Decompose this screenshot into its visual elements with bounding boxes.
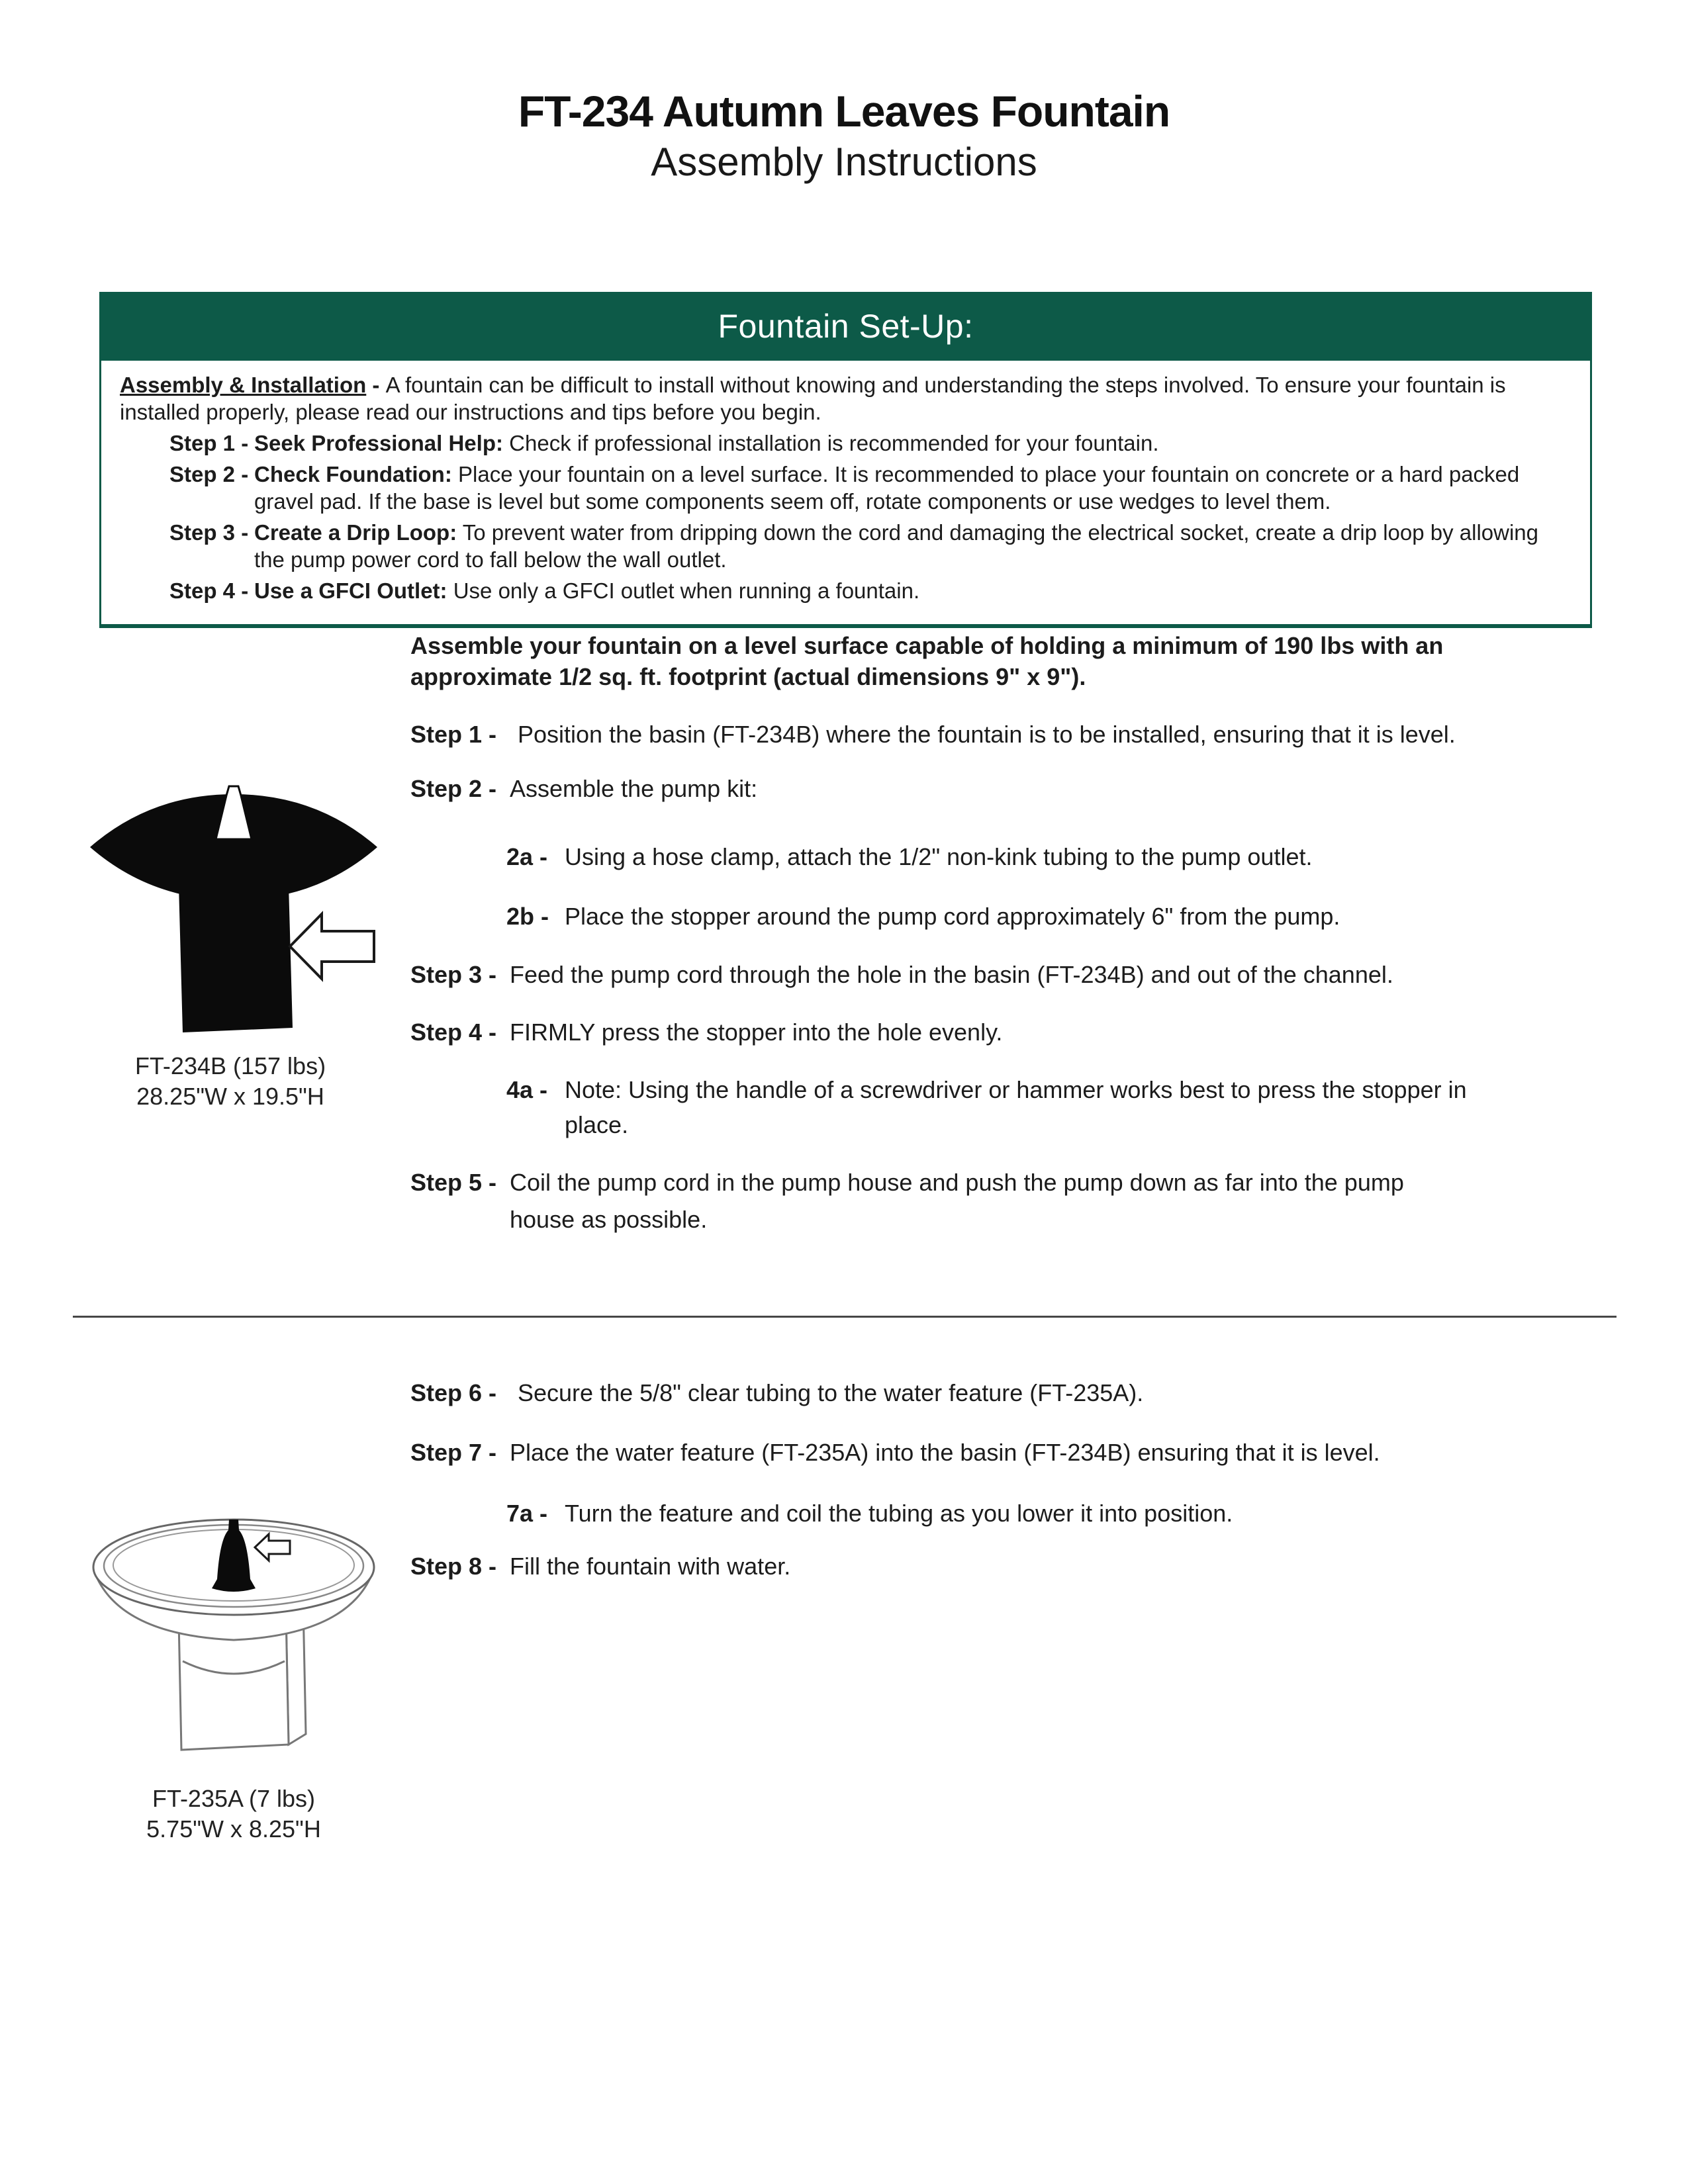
setup-intro-line2: installed properly, please read our instructions and tips before you begin.: [120, 400, 821, 424]
feature-caption-line1: FT-235A (7 lbs): [152, 1785, 316, 1812]
step-2-label: Step 2 -: [410, 775, 497, 802]
step-7a-label: 7a -: [506, 1500, 548, 1527]
step-5-text2: house as possible.: [510, 1206, 708, 1233]
step-3-label: Step 3 -: [410, 961, 497, 988]
step-2b: [506, 899, 1650, 934]
basin-caption-line2: 28.25"W x 19.5"H: [136, 1083, 324, 1110]
step-7: [410, 1435, 1688, 1470]
step-3-text: Feed the pump cord through the hole in the basin (FT-234B) and out of the channel.: [510, 961, 1393, 988]
setup-box-body: [99, 361, 1592, 628]
step-1: [410, 717, 1688, 752]
setup-step-2-text: Place your fountain on a level surface. It is recommended to place your fountain on concrete or a hard packed: [451, 462, 1520, 486]
main-intro-line1: Assemble your fountain on a level surface capable of holding a minimum of 190 lbs with an: [410, 632, 1444, 659]
step-4-label: Step 4 -: [410, 1019, 497, 1046]
basin-caption-line1: FT-234B (157 lbs): [134, 1052, 326, 1079]
basin-pedestal-shape: [179, 886, 293, 1032]
setup-step-2: [169, 461, 1571, 515]
step-2b-text: Place the stopper around the pump cord approximately 6" from the pump.: [565, 903, 1340, 930]
setup-box: [99, 292, 1592, 628]
setup-step-3-label: Step 3 -: [169, 520, 249, 545]
setup-step-4: [169, 577, 1571, 604]
main-intro-line2: approximate 1/2 sq. ft. footprint (actual dimensions 9" x 9").: [410, 663, 1086, 690]
setup-step-3-text2: the pump power cord to fall below the wall outlet.: [254, 547, 727, 572]
setup-intro-separator: -: [366, 373, 386, 397]
step-8-text: Fill the fountain with water.: [510, 1553, 791, 1580]
step-4: [410, 1015, 1688, 1050]
setup-step-3-text: To prevent water from dripping down the cord and damaging the electrical socket, create a drip loop by allowing: [457, 520, 1539, 545]
main-intro: [410, 630, 1595, 692]
step-7-text: Place the water feature (FT-235A) into the basin (FT-234B) ensuring that it is level.: [510, 1439, 1380, 1466]
step-4a: [506, 1072, 1650, 1142]
step-8-label: Step 8 -: [410, 1553, 497, 1580]
feature-caption: [78, 1784, 389, 1844]
step-8: [410, 1549, 1688, 1584]
step-5: [410, 1164, 1688, 1238]
step-6: [410, 1375, 1688, 1410]
step-2a-text: Using a hose clamp, attach the 1/2" non-kink tubing to the pump outlet.: [565, 843, 1313, 870]
section-divider: [73, 1316, 1617, 1318]
setup-step-4-title: Use a GFCI Outlet:: [254, 578, 447, 603]
feature-outline-graphic: [78, 1501, 389, 1772]
setup-step-3-title: Create a Drip Loop:: [254, 520, 457, 545]
setup-step-1: [169, 430, 1571, 457]
step-5-label: Step 5 -: [410, 1169, 497, 1196]
setup-box-header: Fountain Set-Up:: [99, 292, 1592, 361]
step-7-label: Step 7 -: [410, 1439, 497, 1466]
step-5-text: Coil the pump cord in the pump house and push the pump down as far into the pump: [510, 1169, 1404, 1196]
step-3: [410, 957, 1688, 992]
page-title: FT-234 Autumn Leaves Fountain: [518, 87, 1170, 136]
step-2b-label: 2b -: [506, 903, 549, 930]
step-4a-text: Note: Using the handle of a screwdriver or hammer works best to press the stopper in: [565, 1076, 1467, 1103]
setup-intro: [120, 371, 1571, 398]
feature-caption-line2: 5.75"W x 8.25"H: [146, 1815, 321, 1843]
step-4-text: FIRMLY press the stopper into the hole evenly.: [510, 1019, 1003, 1046]
step-7a: [506, 1496, 1650, 1531]
page-subtitle: Assembly Instructions: [651, 140, 1037, 184]
step-6-text: Secure the 5/8" clear tubing to the water feature (FT-235A).: [518, 1379, 1144, 1406]
basin-silhouette-graphic: [78, 780, 383, 1044]
step-1-text: Position the basin (FT-234B) where the fountain is to be installed, ensuring that it is level.: [518, 721, 1456, 748]
basin-illustration: [78, 780, 383, 1044]
step-4a-text2: place.: [565, 1111, 629, 1138]
setup-step-4-label: Step 4 -: [169, 578, 249, 603]
setup-step-3: [169, 519, 1571, 573]
setup-step-1-title: Seek Professional Help:: [254, 431, 503, 455]
title-block: [0, 86, 1688, 188]
step-2a-label: 2a -: [506, 843, 548, 870]
arrow-left-icon: [290, 914, 374, 979]
setup-step-1-text: Check if professional installation is recommended for your fountain.: [502, 431, 1159, 455]
basin-caption: [78, 1051, 383, 1112]
step-2a: [506, 839, 1650, 874]
setup-steps: [169, 430, 1571, 604]
step-7a-text: Turn the feature and coil the tubing as you lower it into position.: [565, 1500, 1233, 1527]
step-2-text: Assemble the pump kit:: [510, 775, 758, 802]
step-4a-label: 4a -: [506, 1076, 548, 1103]
step-2: [410, 771, 1688, 806]
step-1-label: Step 1 -: [410, 721, 497, 748]
setup-intro-lead: Assembly & Installation: [120, 373, 367, 397]
setup-step-2-title: Check Foundation:: [254, 462, 452, 486]
setup-step-1-label: Step 1 -: [169, 431, 249, 455]
feature-illustration: [78, 1501, 389, 1772]
step-6-label: Step 6 -: [410, 1379, 497, 1406]
setup-step-4-text: Use only a GFCI outlet when running a fountain.: [447, 578, 920, 603]
setup-step-2-text2: gravel pad. If the base is level but some components seem off, rotate components or use wedges to level them.: [254, 489, 1331, 514]
setup-intro-text: A fountain can be difficult to install without knowing and understanding the steps involved. To ensure your fountain is: [385, 373, 1506, 397]
setup-step-2-label: Step 2 -: [169, 462, 249, 486]
